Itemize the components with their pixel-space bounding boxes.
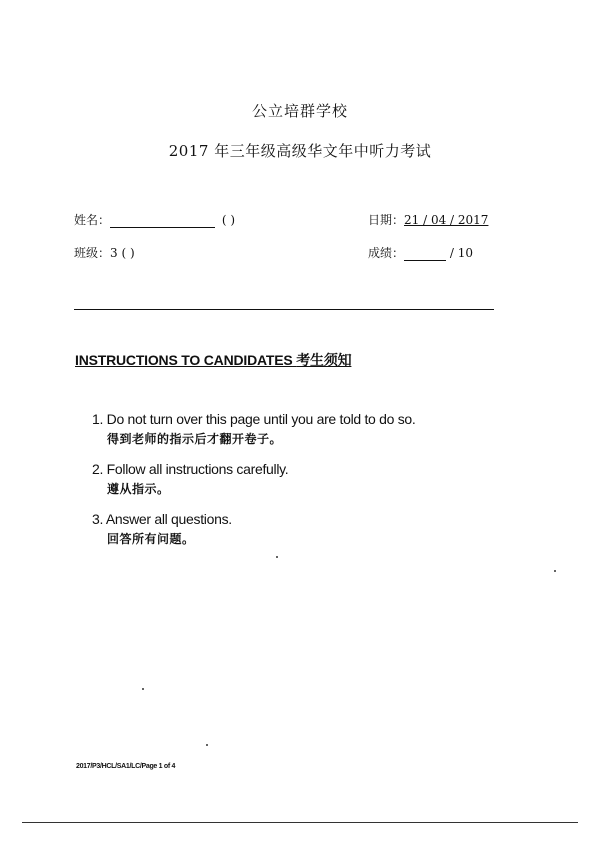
instruction-zh: 回答所有问题。 (107, 532, 195, 546)
instruction-item-3 (92, 511, 232, 547)
scan-speck (554, 570, 556, 572)
instructions-heading-zh: 考生须知 (296, 353, 352, 369)
score-field (368, 244, 473, 261)
name-paren: ( ) (221, 213, 236, 227)
instruction-item-2 (92, 461, 288, 497)
instruction-item-1 (92, 411, 415, 447)
school-name: 公立培群学校 (251, 102, 348, 120)
instruction-zh: 遵从指示。 (107, 482, 170, 496)
scan-edge-line (22, 822, 578, 823)
date-label: 日期： (368, 213, 405, 227)
instructions-heading (75, 350, 351, 370)
scan-speck (142, 688, 144, 690)
instruction-en: 1. Do not turn over this page until you are told to do so. (92, 411, 416, 427)
divider-line (74, 309, 494, 310)
instructions-heading-en: INSTRUCTIONS TO CANDIDATES (75, 352, 293, 368)
date-value: 21 / 04 / 2017 (404, 213, 489, 227)
instruction-zh: 得到老师的指示后才翻开卷子。 (107, 432, 283, 446)
class-label: 班级： (74, 246, 111, 260)
score-label: 成绩： (368, 246, 405, 260)
instruction-en: 2. Follow all instructions carefully. (92, 461, 289, 477)
name-field (74, 211, 235, 228)
instruction-en: 3. Answer all questions. (92, 511, 232, 527)
name-blank (110, 227, 215, 228)
exam-title: 2017 年三年级高级华文年中听力考试 (168, 142, 432, 160)
scan-speck (206, 744, 208, 746)
name-label: 姓名： (74, 213, 111, 227)
scan-speck (276, 556, 278, 558)
class-field (74, 244, 135, 261)
class-value: 3 ( ) (110, 246, 135, 260)
score-blank (404, 260, 446, 261)
page-footer-code: 2017/P3/HCL/SA1/LC/Page 1 of 4 (76, 763, 176, 770)
date-field (368, 211, 488, 228)
score-total: / 10 (449, 246, 473, 260)
